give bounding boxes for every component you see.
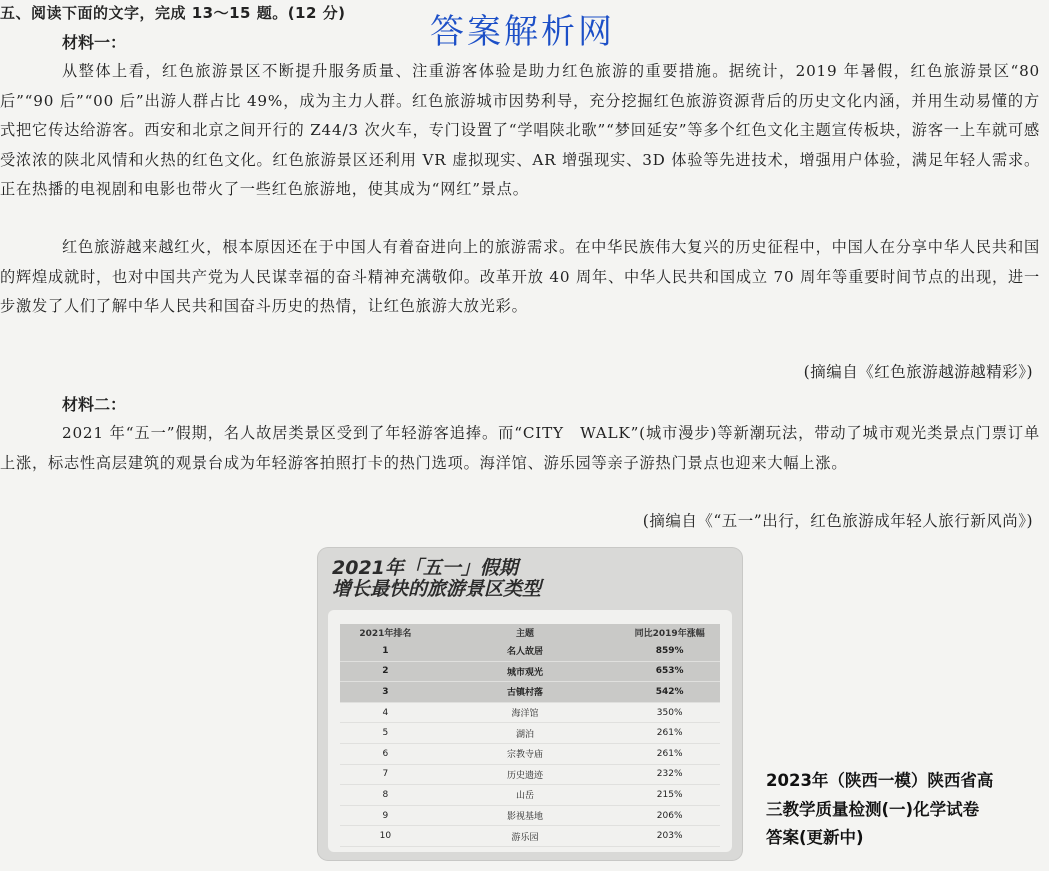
growth-cell: 859% [619, 641, 720, 661]
table-row [340, 661, 720, 682]
rank-cell: 8 [340, 785, 431, 806]
ranking-table-card [318, 548, 742, 860]
ranking-table [340, 624, 720, 847]
table-row [340, 826, 720, 847]
growth-cell: 215% [619, 785, 720, 806]
growth-cell: 350% [619, 702, 720, 723]
theme-cell: 历史遗迹 [431, 764, 620, 785]
growth-cell: 206% [619, 805, 720, 826]
exam-caption [766, 767, 1049, 853]
growth-cell: 232% [619, 764, 720, 785]
table-row [340, 723, 720, 744]
growth-cell: 653% [619, 661, 720, 682]
question-header: 五、阅读下面的文字，完成 13～15 题。(12 分) [0, 4, 346, 22]
theme-cell: 海洋馆 [431, 702, 620, 723]
caption-line-2: 三教学质量检测(一)化学试卷 [766, 799, 980, 819]
rank-cell: 10 [340, 826, 431, 847]
table-title-line-2: 增长最快的旅游景区类型 [332, 578, 542, 600]
theme-cell: 湖泊 [431, 723, 620, 744]
growth-cell: 261% [619, 723, 720, 744]
table-title [332, 558, 541, 600]
theme-cell: 名人故居 [431, 641, 620, 661]
rank-cell: 2 [340, 661, 431, 682]
material-2-source: (摘编自《“五一”出行，红色旅游成年轻人旅行新风尚》) [642, 512, 1033, 530]
table-row [340, 641, 720, 661]
column-header-rank: 2021年排名 [340, 624, 431, 641]
theme-cell: 古镇村落 [431, 682, 620, 703]
theme-cell: 城市观光 [431, 661, 620, 682]
table-row [340, 764, 720, 785]
table-body [340, 641, 720, 846]
material-1-title: 材料一： [62, 33, 127, 52]
rank-cell: 3 [340, 682, 431, 703]
growth-cell: 542% [619, 682, 720, 703]
theme-cell: 游乐园 [431, 826, 620, 847]
table-row [340, 702, 720, 723]
material-2-title: 材料二： [62, 395, 127, 414]
rank-cell: 5 [340, 723, 431, 744]
material-1-source: (摘编自《红色旅游越游越精彩》) [803, 363, 1033, 381]
material-1-paragraph-1: 从整体上看，红色旅游景区不断提升服务质量、注重游客体验是助力红色旅游的重要措施。据统计，2019 年暑假，红色旅游景区“80 后”“90 后”“00 后”出游人群占比 49%，成为主力人群。红色旅游城市因势利导，充分挖掘红色旅游资源背后的历史文化内涵，并用生动易懂的方式把它传达给游客。西安和北京之间开行的 Z44/3 次火车，专门设置了“学唱陕北歌”“梦回延安”等多个红色文化主题宣传板块，游客一上车就可感受浓浓的陕北风情和火热的红色文化。红色旅游景区还利用 VR 虚拟现实、AR 增强现实、3D 体验等先进技术，增强用户体验，满足年轻人需求。正在热播的电视剧和电影也带火了一些红色旅游地，使其成为“网红”景点。 [0, 62, 1040, 198]
caption-line-3: 答案(更新中) [766, 828, 864, 847]
watermark-text: 答案解析网 [430, 12, 615, 52]
table-title-line-1: 2021年「五一」假期 [332, 557, 518, 579]
column-header-theme: 主题 [431, 624, 620, 641]
table-row [340, 682, 720, 703]
growth-cell: 261% [619, 743, 720, 764]
table-row [340, 785, 720, 806]
rank-cell: 9 [340, 805, 431, 826]
table-header-row [340, 624, 720, 641]
rank-cell: 6 [340, 743, 431, 764]
theme-cell: 山岳 [431, 785, 620, 806]
material-2-paragraph-1: 2021 年“五一”假期，名人故居类景区受到了年轻游客追捧。而“CITY WALK”(城市漫步)等新潮玩法，带动了城市观光类景点门票订单上涨，标志性高层建筑的观景台成为年轻游客拍照打卡的热门选项。海洋馆、游乐园等亲子游热门景点也迎来大幅上涨。 [0, 424, 1040, 472]
theme-cell: 宗教寺庙 [431, 743, 620, 764]
theme-cell: 影视基地 [431, 805, 620, 826]
material-1-paragraph-2: 红色旅游越来越红火，根本原因还在于中国人有着奋进向上的旅游需求。在中华民族伟大复兴的历史征程中，中国人在分享中华人民共和国的辉煌成就时，也对中国共产党为人民谋幸福的奋斗精神充满敬仰。改革开放 40 周年、中华人民共和国成立 70 周年等重要时间节点的出现，进一步激发了人们了解中华人民共和国奋斗历史的热情，让红色旅游大放光彩。 [0, 238, 1040, 315]
growth-cell: 203% [619, 826, 720, 847]
table-row [340, 805, 720, 826]
rank-cell: 4 [340, 702, 431, 723]
rank-cell: 1 [340, 641, 431, 661]
rank-cell: 7 [340, 764, 431, 785]
table-inner-panel [328, 610, 732, 852]
column-header-growth: 同比2019年涨幅 [619, 624, 720, 641]
caption-line-1: 2023年（陕西一模）陕西省高 [766, 771, 994, 790]
table-row [340, 743, 720, 764]
